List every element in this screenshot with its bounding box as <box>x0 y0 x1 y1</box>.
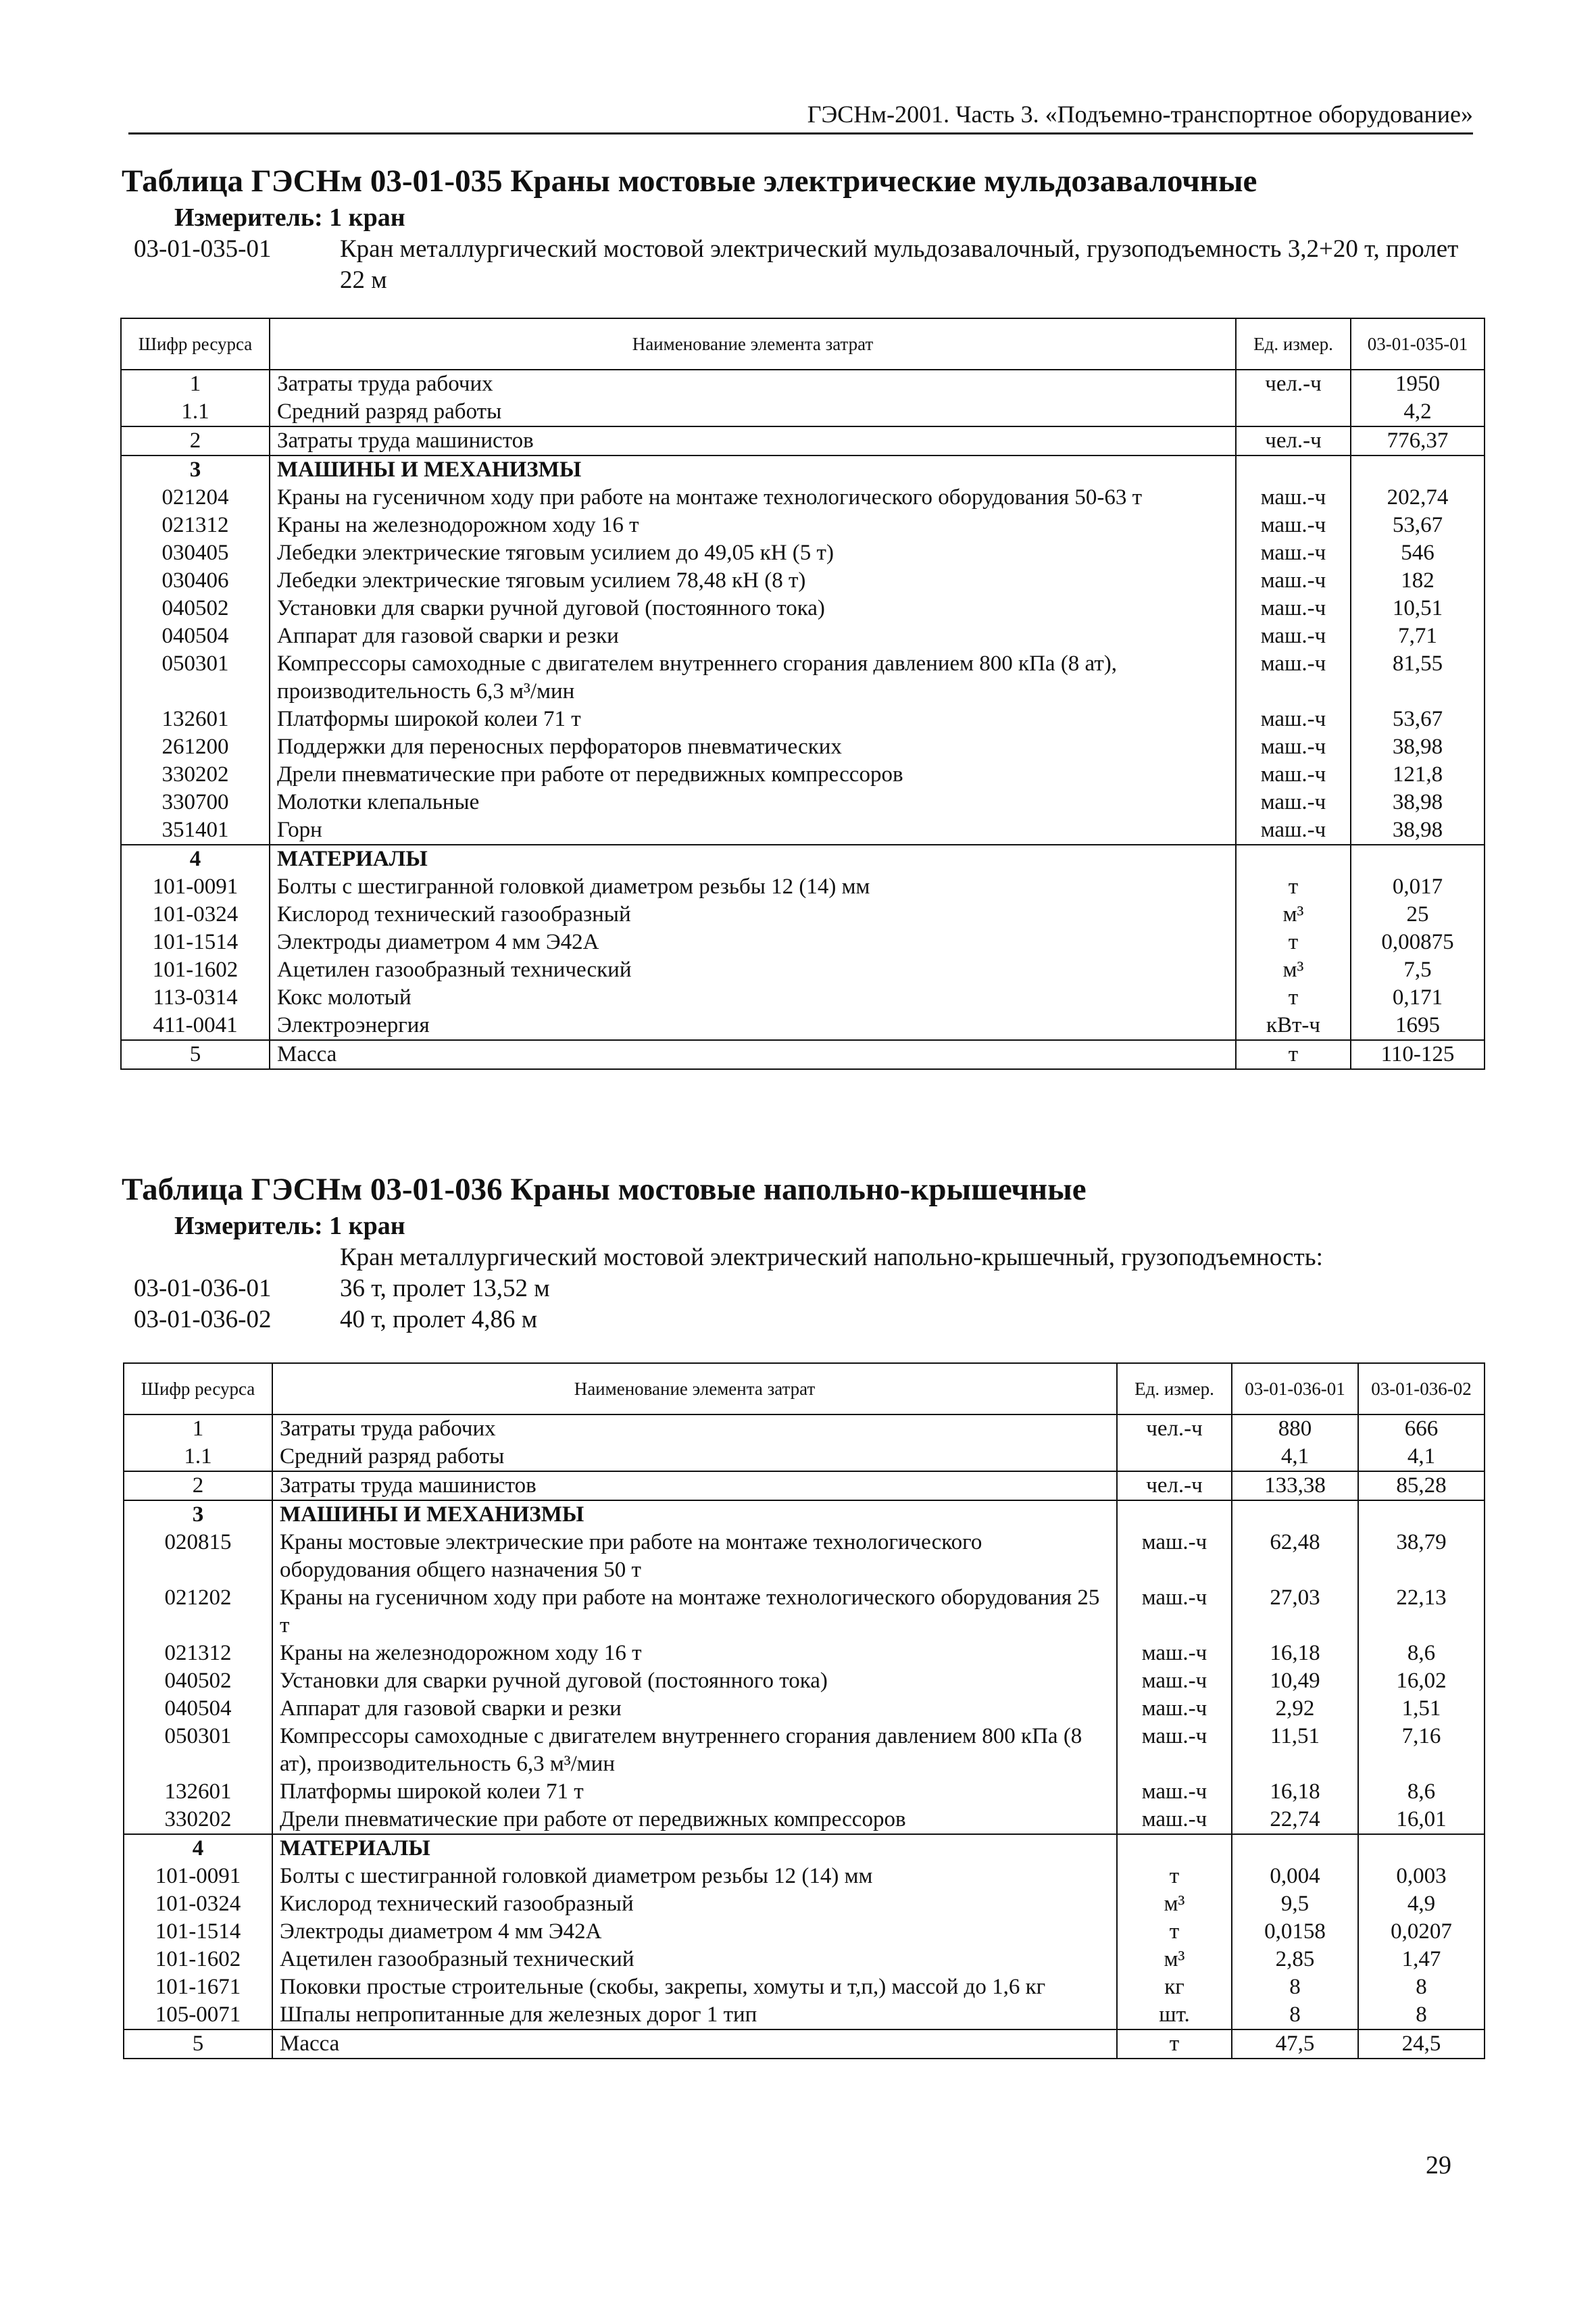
cost-element-name: Затраты труда рабочих <box>270 370 1236 398</box>
table1-description <box>122 234 1480 296</box>
table-row <box>121 456 1485 484</box>
cost-element-name: МАШИНЫ И МЕХАНИЗМЫ <box>272 1500 1117 1529</box>
norm-value-1: 776,37 <box>1351 426 1485 456</box>
variant-text: 40 т, пролет 4,86 м <box>340 1306 538 1333</box>
table1-desc-text: Кран металлургический мостовой электрический мульдозавалочный, грузоподъемность 3,2+20 т, пролет 22 м <box>340 235 1459 294</box>
cost-element-name: Болты с шестигранной головкой диаметром резьбы 12 (14) мм <box>272 1863 1117 1890</box>
cost-element-name: Дрели пневматические при работе от передвижных компрессоров <box>272 1806 1117 1834</box>
norm-value-1: 2,92 <box>1275 1696 1315 1721</box>
resource-code: 050301 <box>121 650 270 706</box>
table-row <box>121 733 1485 761</box>
norm-value-2 <box>1358 1834 1485 1863</box>
resource-code: 2 <box>124 1471 272 1500</box>
norm-value-1: 81,55 <box>1392 651 1443 676</box>
norm-value-1: 53,67 <box>1392 513 1443 537</box>
resource-code: 1.1 <box>121 398 270 426</box>
variant-text: 36 т, пролет 13,52 м <box>340 1275 550 1302</box>
cost-element-name: Поковки простые строительные (скобы, закрепы, хомуты и т,п,) массой до 1,6 кг <box>272 1973 1117 2001</box>
header-unit: Ед. измер. <box>1117 1363 1232 1414</box>
resource-code: 3 <box>124 1500 272 1529</box>
norm-value-2: 8 <box>1358 2001 1485 2029</box>
table1-meter: Измеритель: 1 кран <box>174 203 405 232</box>
resource-code: 113-0314 <box>121 984 270 1012</box>
unit: кг <box>1117 1973 1232 2001</box>
table-row <box>124 1973 1485 2001</box>
unit: т <box>1236 929 1351 956</box>
unit: чел.-ч <box>1117 1414 1232 1443</box>
unit: т <box>1236 1040 1351 1069</box>
resource-code: 101-1671 <box>124 1973 272 2001</box>
norm-value-1 <box>1351 845 1485 873</box>
unit: маш.-ч <box>1236 567 1351 595</box>
resource-code: 021202 <box>124 1584 272 1640</box>
table-row <box>121 512 1485 539</box>
norm-value-1: 27,03 <box>1270 1585 1320 1610</box>
norm-value-1: 202,74 <box>1387 485 1449 510</box>
unit <box>1117 1500 1232 1529</box>
norm-value-2: 85,28 <box>1358 1471 1485 1500</box>
resource-code: 021312 <box>124 1640 272 1667</box>
norm-value-1: 546 <box>1401 541 1435 565</box>
norm-value-2: 666 <box>1358 1414 1485 1443</box>
norm-value-1: 0,004 <box>1270 1864 1320 1888</box>
norm-value-1: 38,98 <box>1392 735 1443 759</box>
table-row <box>121 873 1485 901</box>
table2-title: Таблица ГЭСНм 03-01-036 Краны мостовые напольно-крышечные <box>122 1172 1087 1207</box>
resource-code: 040502 <box>121 595 270 622</box>
cost-element-name: Затраты труда машинистов <box>270 426 1236 456</box>
unit: маш.-ч <box>1117 1806 1232 1834</box>
unit: маш.-ч <box>1236 650 1351 706</box>
table2-variant <box>122 1273 1480 1304</box>
norm-value-2: 8,6 <box>1358 1778 1485 1806</box>
unit: маш.-ч <box>1117 1778 1232 1806</box>
header-unit: Ед. измер. <box>1236 318 1351 370</box>
unit: т <box>1117 2029 1232 2059</box>
table-row <box>121 845 1485 873</box>
unit: маш.-ч <box>1236 539 1351 567</box>
cost-element-name: Кислород технический газообразный <box>272 1890 1117 1918</box>
table-row <box>121 539 1485 567</box>
table-row <box>124 2029 1485 2059</box>
unit: т <box>1117 1863 1232 1890</box>
resource-code: 030406 <box>121 567 270 595</box>
table-row <box>124 1529 1485 1584</box>
table2-variant <box>122 1304 1480 1335</box>
resource-code: 101-1602 <box>121 956 270 984</box>
header-col2: 03-01-036-02 <box>1358 1363 1485 1414</box>
resource-code: 030405 <box>121 539 270 567</box>
resource-code: 040502 <box>124 1667 272 1695</box>
resource-code: 040504 <box>124 1695 272 1723</box>
table1-heading <box>122 161 1480 296</box>
header-name: Наименование элемента затрат <box>270 318 1236 370</box>
cost-element-name: Кислород технический газообразный <box>270 901 1236 929</box>
table-row <box>121 595 1485 622</box>
norm-value-2: 0,003 <box>1358 1863 1485 1890</box>
table-row <box>124 1778 1485 1806</box>
cost-element-name: Аппарат для газовой сварки и резки <box>272 1695 1117 1723</box>
table-row <box>121 426 1485 456</box>
norm-value-1: 110-125 <box>1351 1040 1485 1069</box>
norm-value-2: 16,01 <box>1358 1806 1485 1834</box>
norm-value-2: 8,6 <box>1358 1640 1485 1667</box>
norm-value-1 <box>1351 456 1485 484</box>
resource-code: 021312 <box>121 512 270 539</box>
table2-meter: Измеритель: 1 кран <box>174 1212 405 1240</box>
header-name: Наименование элемента затрат <box>272 1363 1117 1414</box>
norm-value-2: 0,0207 <box>1358 1918 1485 1946</box>
resource-code: 330202 <box>124 1806 272 1834</box>
unit <box>1236 845 1351 873</box>
table1-desc-code: 03-01-035-01 <box>134 235 272 263</box>
cost-element-name: Средний разряд работы <box>270 398 1236 426</box>
table-row <box>121 1040 1485 1069</box>
resource-code: 1 <box>124 1414 272 1443</box>
table-row <box>124 1918 1485 1946</box>
resource-code: 2 <box>121 426 270 456</box>
norm-value-2 <box>1358 1500 1485 1529</box>
cost-element-name: Масса <box>272 2029 1117 2059</box>
resource-code: 330202 <box>121 761 270 789</box>
table2-desc-intro: Кран металлургический мостовой электрический напольно-крышечный, грузоподъемность: <box>340 1244 1323 1271</box>
resource-code: 101-1514 <box>121 929 270 956</box>
norm-value-1: 2,85 <box>1275 1947 1315 1971</box>
resource-code: 4 <box>124 1834 272 1863</box>
cost-element-name: Электроды диаметром 4 мм Э42А <box>272 1918 1117 1946</box>
page-header: ГЭСНм-2001. Часть 3. «Подъемно-транспортное оборудование» <box>128 100 1473 134</box>
table-row <box>121 370 1485 398</box>
unit: маш.-ч <box>1117 1640 1232 1667</box>
table-row <box>124 1863 1485 1890</box>
header-col1: 03-01-036-01 <box>1232 1363 1358 1414</box>
unit: маш.-ч <box>1117 1529 1232 1584</box>
table-row <box>121 984 1485 1012</box>
resource-code: 021204 <box>121 484 270 512</box>
cost-element-name: Средний разряд работы <box>272 1443 1117 1471</box>
cost-element-name: Затраты труда рабочих <box>272 1414 1117 1443</box>
resource-code: 101-1602 <box>124 1946 272 1973</box>
cost-element-name: Краны на гусеничном ходу при работе на монтаже технологического оборудования 25 т <box>272 1584 1117 1640</box>
unit: маш.-ч <box>1117 1695 1232 1723</box>
resource-code: 5 <box>121 1040 270 1069</box>
norm-value-1: 4,2 <box>1403 399 1432 424</box>
unit: маш.-ч <box>1117 1584 1232 1640</box>
norm-value-1: 11,51 <box>1270 1724 1320 1748</box>
norm-value-1: 9,5 <box>1280 1892 1310 1916</box>
table-row <box>124 1471 1485 1500</box>
resource-code: 020815 <box>124 1529 272 1584</box>
norm-value-1: 62,48 <box>1270 1530 1320 1554</box>
table-row <box>121 650 1485 706</box>
norm-value-1: 10,51 <box>1392 596 1443 620</box>
norm-value-1: 182 <box>1401 568 1435 593</box>
cost-element-name: Платформы широкой колеи 71 т <box>272 1778 1117 1806</box>
cost-element-name: Краны на железнодорожном ходу 16 т <box>272 1640 1117 1667</box>
resource-code: 330700 <box>121 789 270 816</box>
resource-code: 101-1514 <box>124 1918 272 1946</box>
norm-value-2: 8 <box>1358 1973 1485 2001</box>
resource-code: 5 <box>124 2029 272 2059</box>
table-row <box>124 1414 1485 1443</box>
norm-value-2: 4,1 <box>1358 1443 1485 1471</box>
cost-element-name: Кокс молотый <box>270 984 1236 1012</box>
resource-code: 101-0324 <box>124 1890 272 1918</box>
unit: м³ <box>1117 1890 1232 1918</box>
table-row <box>121 398 1485 426</box>
table1 <box>120 318 1485 1070</box>
unit <box>1117 1834 1232 1863</box>
cost-element-name: Болты с шестигранной головкой диаметром резьбы 12 (14) мм <box>270 873 1236 901</box>
cost-element-name: Краны на гусеничном ходу при работе на монтаже технологического оборудования 50-63 т <box>270 484 1236 512</box>
table-row <box>121 622 1485 650</box>
norm-value-1: 0,017 <box>1392 875 1443 899</box>
table-row <box>124 1890 1485 1918</box>
table1-header-row <box>121 318 1485 370</box>
table2-header-row <box>124 1363 1485 1414</box>
resource-code: 040504 <box>121 622 270 650</box>
unit: маш.-ч <box>1117 1723 1232 1778</box>
unit: т <box>1236 984 1351 1012</box>
table-row <box>121 761 1485 789</box>
table-row <box>121 484 1485 512</box>
norm-value-1: 10,49 <box>1270 1669 1320 1693</box>
table2-heading <box>122 1169 1480 1335</box>
cost-element-name: Ацетилен газообразный технический <box>270 956 1236 984</box>
cost-element-name: Лебедки электрические тяговым усилием до 49,05 кН (5 т) <box>270 539 1236 567</box>
table-row <box>124 1443 1485 1471</box>
resource-code: 132601 <box>121 706 270 733</box>
unit: маш.-ч <box>1236 733 1351 761</box>
table-row <box>121 901 1485 929</box>
cost-element-name: Компрессоры самоходные с двигателем внутреннего сгорания давлением 800 кПа (8 ат), производительность 6,3 м³/мин <box>272 1723 1117 1778</box>
table-row <box>124 1500 1485 1529</box>
norm-value-2: 24,5 <box>1358 2029 1485 2059</box>
norm-value-2: 22,13 <box>1358 1584 1485 1640</box>
resource-code: 4 <box>121 845 270 873</box>
norm-value-1: 8 <box>1289 2002 1301 2027</box>
table-row <box>124 1806 1485 1834</box>
norm-value-1: 16,18 <box>1270 1779 1320 1804</box>
table-row <box>124 2001 1485 2029</box>
unit: маш.-ч <box>1236 484 1351 512</box>
unit: маш.-ч <box>1236 595 1351 622</box>
resource-code: 261200 <box>121 733 270 761</box>
resource-code: 132601 <box>124 1778 272 1806</box>
cost-element-name: Поддержки для переносных перфораторов пневматических <box>270 733 1236 761</box>
cost-element-name: Установки для сварки ручной дуговой (постоянного тока) <box>272 1667 1117 1695</box>
table-row <box>121 1012 1485 1040</box>
unit: м³ <box>1236 901 1351 929</box>
norm-value-1: 47,5 <box>1232 2029 1358 2059</box>
variant-code: 03-01-036-01 <box>134 1275 272 1302</box>
unit: маш.-ч <box>1236 622 1351 650</box>
table-row <box>121 706 1485 733</box>
table-row <box>121 567 1485 595</box>
norm-value-2: 38,79 <box>1358 1529 1485 1584</box>
unit <box>1236 456 1351 484</box>
table-row <box>121 929 1485 956</box>
cost-element-name: Затраты труда машинистов <box>272 1471 1117 1500</box>
unit <box>1236 398 1351 426</box>
norm-value-1: 880 <box>1232 1414 1358 1443</box>
variant-code: 03-01-036-02 <box>134 1306 272 1333</box>
resource-code: 1.1 <box>124 1443 272 1471</box>
unit: т <box>1117 1918 1232 1946</box>
header-col1: 03-01-035-01 <box>1351 318 1485 370</box>
table-row <box>121 956 1485 984</box>
norm-value-1: 1695 <box>1395 1013 1440 1037</box>
resource-code: 101-0091 <box>124 1863 272 1890</box>
cost-element-name: Масса <box>270 1040 1236 1069</box>
table-row <box>124 1946 1485 1973</box>
norm-value-1: 7,5 <box>1403 958 1432 982</box>
cost-element-name: Лебедки электрические тяговым усилием 78,48 кН (8 т) <box>270 567 1236 595</box>
norm-value-2: 1,51 <box>1358 1695 1485 1723</box>
resource-code: 3 <box>121 456 270 484</box>
unit: маш.-ч <box>1236 816 1351 845</box>
unit: т <box>1236 873 1351 901</box>
unit: маш.-ч <box>1236 789 1351 816</box>
cost-element-name: Электроды диаметром 4 мм Э42А <box>270 929 1236 956</box>
norm-value-1: 38,98 <box>1392 790 1443 814</box>
norm-value-1: 0,171 <box>1392 985 1443 1010</box>
page-number: 29 <box>1426 2151 1451 2180</box>
cost-element-name: Молотки клепальные <box>270 789 1236 816</box>
unit: чел.-ч <box>1236 370 1351 398</box>
cost-element-name: МАТЕРИАЛЫ <box>272 1834 1117 1863</box>
unit: кВт-ч <box>1236 1012 1351 1040</box>
unit <box>1117 1443 1232 1471</box>
header-code: Шифр ресурса <box>121 318 270 370</box>
unit: шт. <box>1117 2001 1232 2029</box>
cost-element-name: Шпалы непропитанные для железных дорог 1 тип <box>272 2001 1117 2029</box>
norm-value-2: 16,02 <box>1358 1667 1485 1695</box>
resource-code: 411-0041 <box>121 1012 270 1040</box>
norm-value-1: 25 <box>1406 902 1429 927</box>
cost-element-name: Установки для сварки ручной дуговой (постоянного тока) <box>270 595 1236 622</box>
table-row <box>124 1834 1485 1863</box>
unit: м³ <box>1117 1946 1232 1973</box>
table-row <box>121 789 1485 816</box>
norm-value-2: 7,16 <box>1358 1723 1485 1778</box>
norm-value-1: 1950 <box>1351 370 1485 398</box>
resource-code: 105-0071 <box>124 2001 272 2029</box>
cost-element-name: Компрессоры самоходные с двигателем внутреннего сгорания давлением 800 кПа (8 ат), производительность 6,3 м³/мин <box>270 650 1236 706</box>
cost-element-name: Электроэнергия <box>270 1012 1236 1040</box>
norm-value-1: 8 <box>1289 1975 1301 1999</box>
unit: м³ <box>1236 956 1351 984</box>
unit: маш.-ч <box>1117 1667 1232 1695</box>
norm-value-1: 0,0158 <box>1264 1919 1326 1944</box>
norm-value-1 <box>1232 1500 1358 1529</box>
norm-value-1: 22,74 <box>1270 1807 1320 1831</box>
table-row <box>124 1667 1485 1695</box>
header-code: Шифр ресурса <box>124 1363 272 1414</box>
cost-element-name: Краны мостовые электрические при работе на монтаже технологического оборудования общего назначения 50 т <box>272 1529 1117 1584</box>
norm-value-1: 0,00875 <box>1381 930 1454 954</box>
cost-element-name: Дрели пневматические при работе от передвижных компрессоров <box>270 761 1236 789</box>
norm-value-1: 16,18 <box>1270 1641 1320 1665</box>
table2 <box>123 1362 1485 2059</box>
table-row <box>121 816 1485 845</box>
unit: чел.-ч <box>1236 426 1351 456</box>
table2-description-intro <box>122 1242 1480 1273</box>
unit: чел.-ч <box>1117 1471 1232 1500</box>
resource-code: 1 <box>121 370 270 398</box>
norm-value-1 <box>1232 1834 1358 1863</box>
cost-element-name: Аппарат для газовой сварки и резки <box>270 622 1236 650</box>
norm-value-1: 133,38 <box>1232 1471 1358 1500</box>
cost-element-name: Ацетилен газообразный технический <box>272 1946 1117 1973</box>
norm-value-2: 1,47 <box>1358 1946 1485 1973</box>
norm-value-1: 7,71 <box>1398 624 1437 648</box>
norm-value-1: 4,1 <box>1280 1444 1310 1469</box>
resource-code: 050301 <box>124 1723 272 1778</box>
cost-element-name: МАТЕРИАЛЫ <box>270 845 1236 873</box>
norm-value-1: 53,67 <box>1392 707 1443 731</box>
cost-element-name: Платформы широкой колеи 71 т <box>270 706 1236 733</box>
resource-code: 101-0091 <box>121 873 270 901</box>
resource-code: 101-0324 <box>121 901 270 929</box>
unit: маш.-ч <box>1236 761 1351 789</box>
cost-element-name: Горн <box>270 816 1236 845</box>
norm-value-1: 121,8 <box>1392 762 1443 787</box>
table-row <box>124 1723 1485 1778</box>
table1-title: Таблица ГЭСНм 03-01-035 Краны мостовые электрические мульдозавалочные <box>122 164 1257 199</box>
cost-element-name: Краны на железнодорожном ходу 16 т <box>270 512 1236 539</box>
unit: маш.-ч <box>1236 512 1351 539</box>
norm-value-2: 4,9 <box>1358 1890 1485 1918</box>
resource-code: 351401 <box>121 816 270 845</box>
table-row <box>124 1695 1485 1723</box>
table-row <box>124 1640 1485 1667</box>
cost-element-name: МАШИНЫ И МЕХАНИЗМЫ <box>270 456 1236 484</box>
unit: маш.-ч <box>1236 706 1351 733</box>
table-row <box>124 1584 1485 1640</box>
norm-value-1: 38,98 <box>1392 818 1443 842</box>
